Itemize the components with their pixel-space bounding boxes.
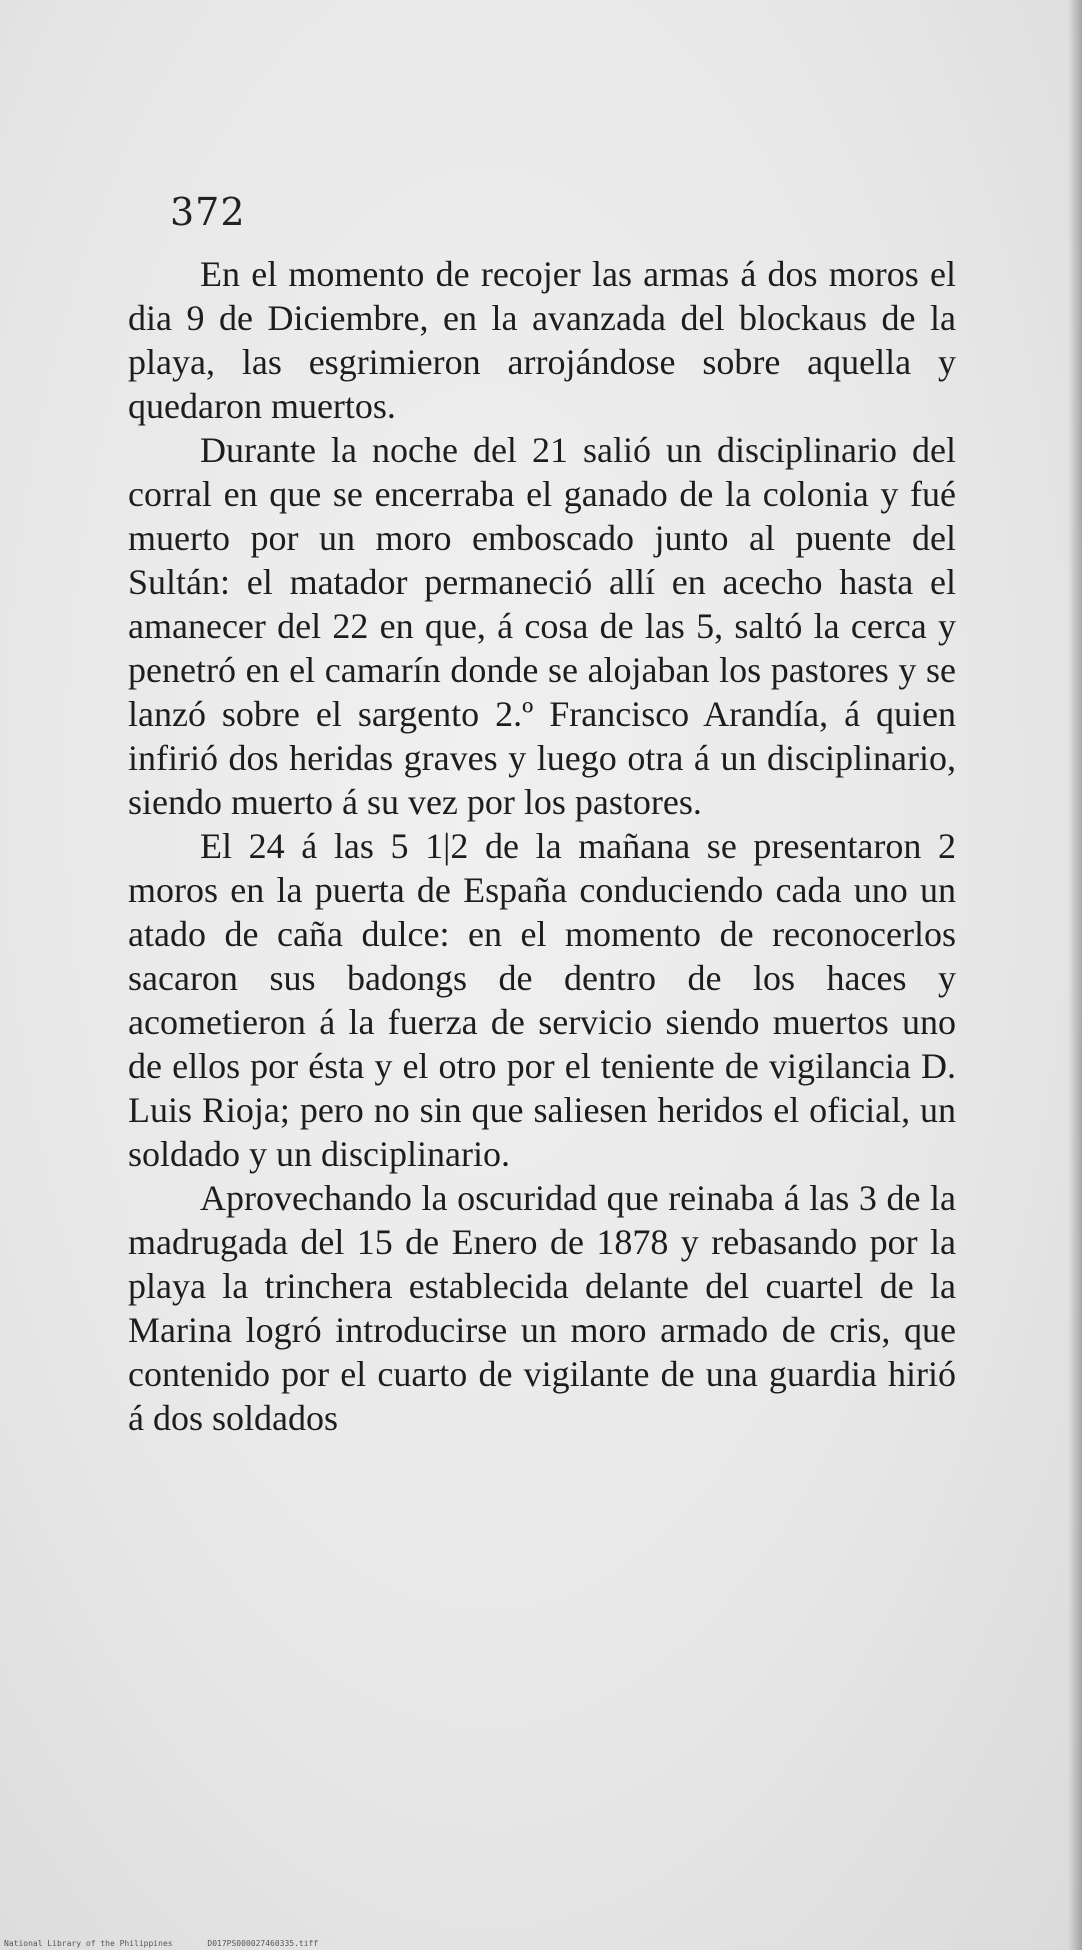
paragraph-4: Aprovechando la oscuridad que reinaba á las 3 de la madrugada del 15 de Enero de 1878 y rebasando por la playa la trinchera establecida delante del cuartel de la Marina logró introducirse un moro armado de cris, que contenido por el cuarto de vigilante de una guardia hirió á dos soldados	[128, 1178, 956, 1438]
page-edge-shadow	[1068, 0, 1082, 1950]
paragraph-2: Durante la noche del 21 salió un disciplinario del corral en que se encerraba el ganado de la colonia y fué muerto por un moro emboscado junto al puente del Sultán: el matador permaneció allí en acecho hasta el amanecer del 22 en que, á cosa de las 5, saltó la cerca y penetró en el camarín donde se alojaban los pastores y se lanzó sobre el sargento 2.º Francisco Arandía, á quien infirió dos heridas graves y luego otra á un disciplinario, siendo muerto á su vez por los pastores.	[128, 430, 956, 822]
page-number: 372	[170, 190, 246, 234]
footer-file: D017PS000027460335.tiff	[207, 1939, 319, 1948]
page-text	[128, 252, 956, 1440]
scan-footer	[4, 1939, 348, 1948]
footer-source: National Library of the Philippines	[4, 1939, 173, 1948]
paragraph-1: En el momento de recojer las armas á dos moros el dia 9 de Diciembre, en la avanzada del blockaus de la playa, las esgrimieron arrojándose sobre aquella y quedaron muertos.	[128, 254, 956, 426]
paragraph-3: El 24 á las 5 1|2 de la mañana se presentaron 2 moros en la puerta de España conduciendo cada uno un atado de caña dulce: en el momento de reconocerlos sacaron sus badongs de dentro de los haces y acometieron á la fuerza de servicio siendo muertos uno de ellos por ésta y el otro por el teniente de vigilancia D. Luis Rioja; pero no sin que saliesen heridos el oficial, un soldado y un disciplinario.	[128, 826, 956, 1174]
